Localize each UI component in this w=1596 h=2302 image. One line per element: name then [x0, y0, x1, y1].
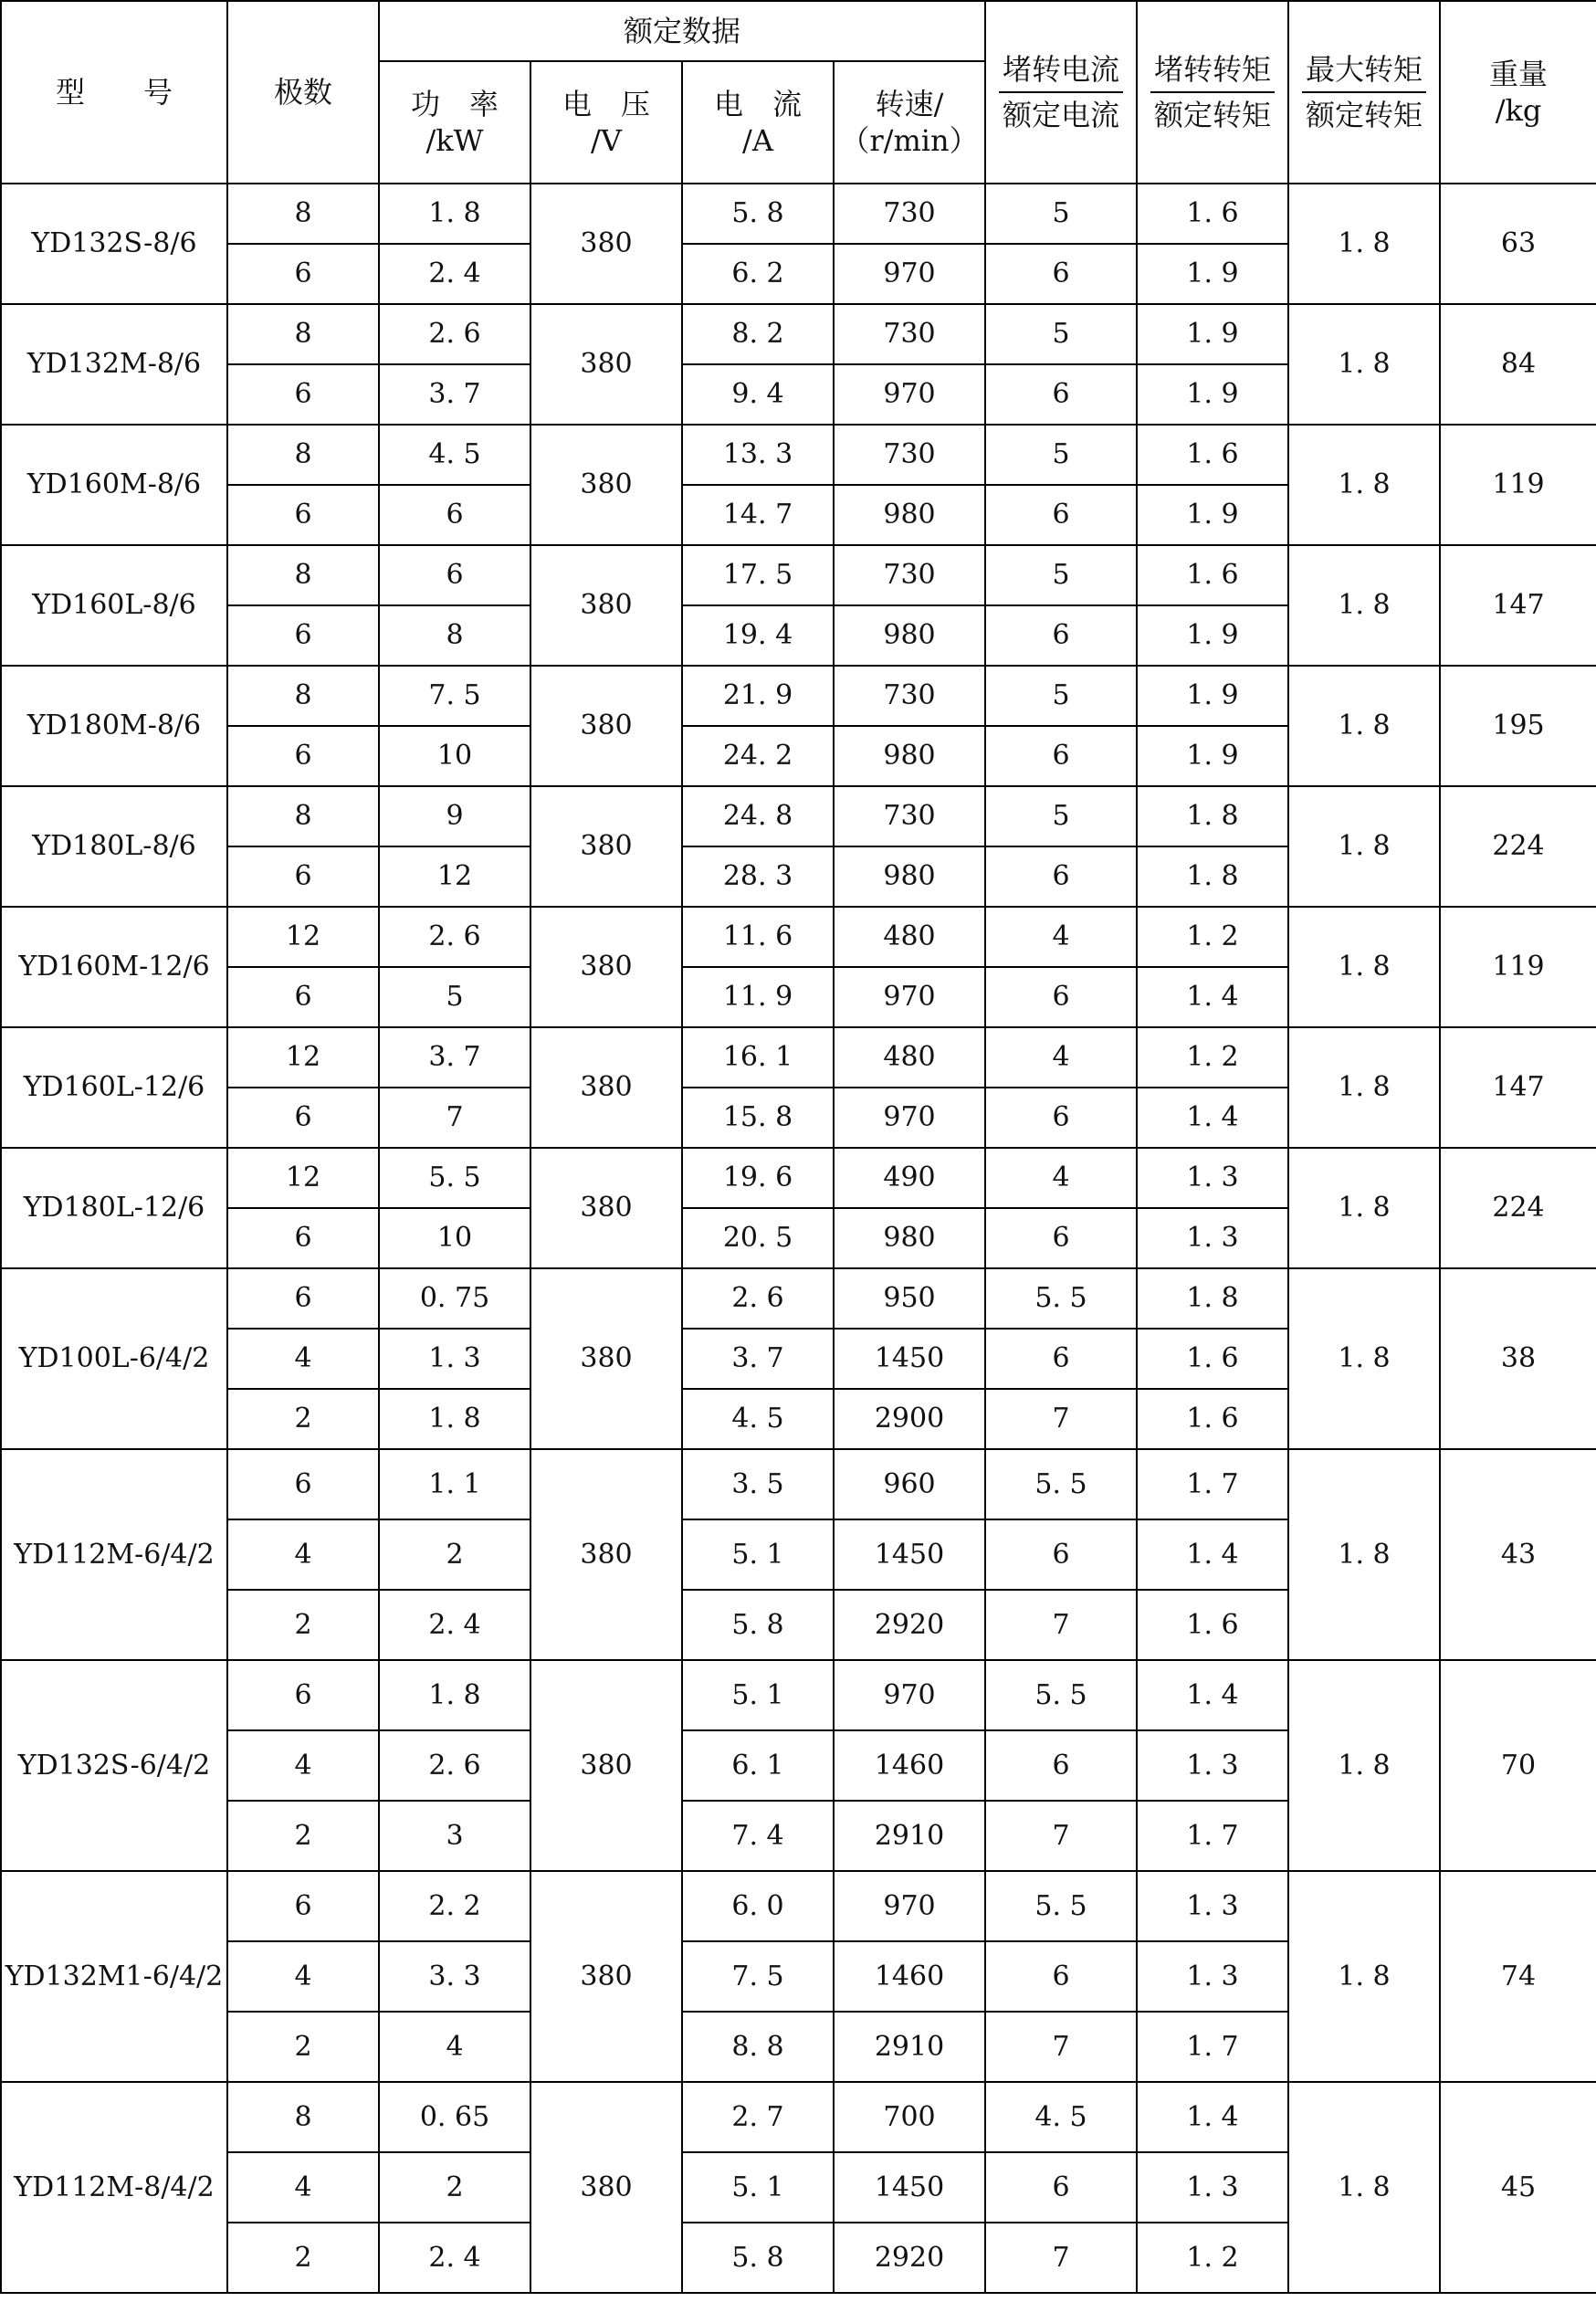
- cell-voltage: 380: [530, 1449, 682, 1660]
- stall-torque-denominator: 额定转矩: [1154, 98, 1272, 132]
- cell-model: YD112M-8/4/2: [1, 2082, 227, 2293]
- cell-weight: 195: [1440, 666, 1596, 786]
- cell-stall-torque: 1. 9: [1137, 364, 1288, 425]
- cell-power: 2. 6: [379, 304, 530, 364]
- header-weight: [1440, 1, 1596, 184]
- cell-current: 16. 1: [682, 1027, 834, 1088]
- cell-max-torque: 1. 8: [1288, 304, 1440, 425]
- cell-stall-current: 6: [985, 605, 1137, 666]
- header-current: [682, 61, 834, 184]
- cell-max-torque: 1. 8: [1288, 1660, 1440, 1871]
- header-stall-torque-ratio: [1137, 1, 1288, 184]
- cell-poles: 8: [227, 786, 379, 846]
- cell-poles: 8: [227, 425, 379, 485]
- cell-speed: 1450: [834, 1329, 985, 1389]
- cell-speed: 980: [834, 1208, 985, 1268]
- cell-stall-current: 7: [985, 1801, 1137, 1871]
- cell-speed: 1450: [834, 1519, 985, 1590]
- cell-speed: 730: [834, 666, 985, 726]
- weight-label: 重量: [1489, 57, 1549, 91]
- cell-stall-current: 5. 5: [985, 1268, 1137, 1329]
- cell-poles: 4: [227, 1519, 379, 1590]
- cell-stall-current: 6: [985, 364, 1137, 425]
- cell-power: 5. 5: [379, 1148, 530, 1208]
- cell-poles: 6: [227, 1268, 379, 1329]
- cell-current: 2. 7: [682, 2082, 834, 2152]
- cell-weight: 119: [1440, 425, 1596, 545]
- cell-current: 11. 6: [682, 907, 834, 967]
- cell-stall-torque: 1. 9: [1137, 726, 1288, 786]
- cell-max-torque: 1. 8: [1288, 425, 1440, 545]
- table-row: [1, 545, 1596, 605]
- cell-model: YD132M1-6/4/2: [1, 1871, 227, 2082]
- cell-stall-torque: 1. 2: [1137, 907, 1288, 967]
- cell-weight: 119: [1440, 907, 1596, 1027]
- stall-current-denominator: 额定电流: [1003, 98, 1120, 132]
- cell-stall-current: 7: [985, 2012, 1137, 2082]
- cell-current: 9. 4: [682, 364, 834, 425]
- cell-stall-current: 5: [985, 786, 1137, 846]
- cell-stall-current: 7: [985, 1590, 1137, 1660]
- cell-model: YD180M-8/6: [1, 666, 227, 786]
- cell-stall-current: 6: [985, 1329, 1137, 1389]
- cell-stall-torque: 1. 3: [1137, 1941, 1288, 2012]
- cell-poles: 8: [227, 304, 379, 364]
- cell-speed: 730: [834, 545, 985, 605]
- cell-stall-torque: 1. 7: [1137, 2012, 1288, 2082]
- table-row: [1, 907, 1596, 967]
- header-speed: [834, 61, 985, 184]
- cell-stall-torque: 1. 9: [1137, 304, 1288, 364]
- cell-stall-current: 6: [985, 1088, 1137, 1148]
- cell-stall-current: 6: [985, 1730, 1137, 1801]
- cell-weight: 224: [1440, 786, 1596, 907]
- table-row: [1, 666, 1596, 726]
- cell-power: 1. 3: [379, 1329, 530, 1389]
- cell-stall-torque: 1. 7: [1137, 1449, 1288, 1519]
- cell-speed: 970: [834, 1660, 985, 1730]
- cell-speed: 970: [834, 967, 985, 1027]
- cell-power: 6: [379, 545, 530, 605]
- cell-stall-torque: 1. 4: [1137, 1660, 1288, 1730]
- cell-poles: 6: [227, 244, 379, 304]
- cell-poles: 2: [227, 2012, 379, 2082]
- cell-stall-current: 6: [985, 485, 1137, 545]
- cell-speed: 700: [834, 2082, 985, 2152]
- cell-speed: 2900: [834, 1389, 985, 1449]
- cell-power: 1. 8: [379, 1389, 530, 1449]
- cell-current: 4. 5: [682, 1389, 834, 1449]
- cell-voltage: 380: [530, 1660, 682, 1871]
- cell-power: 5: [379, 967, 530, 1027]
- cell-max-torque: 1. 8: [1288, 1871, 1440, 2082]
- cell-stall-torque: 1. 7: [1137, 1801, 1288, 1871]
- cell-current: 5. 8: [682, 2223, 834, 2293]
- cell-power: 2. 4: [379, 1590, 530, 1660]
- cell-stall-torque: 1. 4: [1137, 1088, 1288, 1148]
- table-row: [1, 184, 1596, 244]
- cell-current: 2. 6: [682, 1268, 834, 1329]
- cell-stall-torque: 1. 6: [1137, 1389, 1288, 1449]
- cell-power: 1. 8: [379, 184, 530, 244]
- cell-current: 20. 5: [682, 1208, 834, 1268]
- header-model: 型 号: [1, 1, 227, 184]
- cell-power: 2. 2: [379, 1871, 530, 1941]
- cell-speed: 950: [834, 1268, 985, 1329]
- cell-poles: 12: [227, 1148, 379, 1208]
- cell-stall-current: 6: [985, 846, 1137, 907]
- cell-stall-torque: 1. 9: [1137, 666, 1288, 726]
- cell-weight: 147: [1440, 1027, 1596, 1148]
- cell-voltage: 380: [530, 666, 682, 786]
- cell-stall-current: 6: [985, 1941, 1137, 2012]
- cell-power: 2: [379, 1519, 530, 1590]
- cell-speed: 1460: [834, 1941, 985, 2012]
- weight-unit: /kg: [1495, 93, 1542, 128]
- table-row: [1, 786, 1596, 846]
- cell-power: 3. 7: [379, 364, 530, 425]
- cell-model: YD180L-8/6: [1, 786, 227, 907]
- cell-max-torque: 1. 8: [1288, 1268, 1440, 1449]
- cell-stall-current: 4: [985, 1027, 1137, 1088]
- cell-poles: 2: [227, 1590, 379, 1660]
- voltage-label: 电 压: [562, 87, 650, 121]
- stall-current-numerator: 堵转电流: [999, 51, 1123, 93]
- cell-speed: 1450: [834, 2152, 985, 2223]
- cell-voltage: 380: [530, 1148, 682, 1268]
- cell-current: 14. 7: [682, 485, 834, 545]
- cell-current: 24. 8: [682, 786, 834, 846]
- cell-poles: 6: [227, 726, 379, 786]
- cell-speed: 980: [834, 485, 985, 545]
- cell-stall-torque: 1. 3: [1137, 1148, 1288, 1208]
- current-unit: /A: [742, 123, 773, 158]
- cell-voltage: 380: [530, 304, 682, 425]
- cell-voltage: 380: [530, 786, 682, 907]
- cell-current: 24. 2: [682, 726, 834, 786]
- cell-stall-torque: 1. 4: [1137, 1519, 1288, 1590]
- cell-poles: 12: [227, 1027, 379, 1088]
- cell-speed: 980: [834, 605, 985, 666]
- cell-voltage: 380: [530, 184, 682, 304]
- cell-stall-current: 4. 5: [985, 2082, 1137, 2152]
- stall-torque-numerator: 堵转转矩: [1150, 51, 1275, 93]
- cell-current: 19. 6: [682, 1148, 834, 1208]
- cell-poles: 6: [227, 364, 379, 425]
- cell-speed: 1460: [834, 1730, 985, 1801]
- cell-poles: 4: [227, 1941, 379, 2012]
- cell-power: 4. 5: [379, 425, 530, 485]
- cell-speed: 480: [834, 1027, 985, 1088]
- cell-stall-current: 5: [985, 425, 1137, 485]
- header-rated-data: 额定数据: [379, 1, 985, 61]
- cell-current: 8. 2: [682, 304, 834, 364]
- cell-stall-current: 4: [985, 907, 1137, 967]
- cell-current: 7. 4: [682, 1801, 834, 1871]
- cell-speed: 2920: [834, 2223, 985, 2293]
- cell-stall-torque: 1. 8: [1137, 786, 1288, 846]
- cell-weight: 38: [1440, 1268, 1596, 1449]
- cell-model: YD132S-6/4/2: [1, 1660, 227, 1871]
- cell-power: 8: [379, 605, 530, 666]
- cell-stall-current: 6: [985, 726, 1137, 786]
- cell-speed: 970: [834, 1088, 985, 1148]
- cell-poles: 2: [227, 1801, 379, 1871]
- cell-poles: 6: [227, 1660, 379, 1730]
- cell-power: 2. 6: [379, 907, 530, 967]
- cell-current: 6. 1: [682, 1730, 834, 1801]
- header-poles: 极数: [227, 1, 379, 184]
- cell-poles: 6: [227, 1088, 379, 1148]
- cell-poles: 2: [227, 1389, 379, 1449]
- cell-model: YD100L-6/4/2: [1, 1268, 227, 1449]
- cell-power: 7: [379, 1088, 530, 1148]
- cell-speed: 2910: [834, 1801, 985, 1871]
- table-row: [1, 425, 1596, 485]
- cell-stall-torque: 1. 9: [1137, 485, 1288, 545]
- cell-poles: 6: [227, 967, 379, 1027]
- table-row: [1, 2082, 1596, 2152]
- cell-speed: 2920: [834, 1590, 985, 1660]
- cell-current: 5. 1: [682, 1519, 834, 1590]
- cell-poles: 4: [227, 1329, 379, 1389]
- cell-max-torque: 1. 8: [1288, 907, 1440, 1027]
- cell-model: YD160M-12/6: [1, 907, 227, 1027]
- cell-poles: 12: [227, 907, 379, 967]
- power-label: 功 率: [410, 87, 499, 121]
- speed-label: 转速/: [875, 87, 944, 121]
- table-row: [1, 1871, 1596, 1941]
- cell-stall-current: 5: [985, 545, 1137, 605]
- cell-max-torque: 1. 8: [1288, 2082, 1440, 2293]
- power-unit: /kW: [425, 123, 484, 158]
- cell-speed: 980: [834, 846, 985, 907]
- cell-power: 10: [379, 1208, 530, 1268]
- header-stall-current-ratio: [985, 1, 1137, 184]
- cell-poles: 8: [227, 666, 379, 726]
- cell-poles: 4: [227, 2152, 379, 2223]
- cell-power: 1. 1: [379, 1449, 530, 1519]
- cell-stall-torque: 1. 3: [1137, 2152, 1288, 2223]
- cell-stall-torque: 1. 6: [1137, 545, 1288, 605]
- cell-current: 13. 3: [682, 425, 834, 485]
- cell-stall-torque: 1. 4: [1137, 2082, 1288, 2152]
- cell-model: YD112M-6/4/2: [1, 1449, 227, 1660]
- cell-poles: 6: [227, 605, 379, 666]
- cell-stall-current: 5: [985, 304, 1137, 364]
- table-body: [1, 184, 1596, 2293]
- cell-speed: 730: [834, 425, 985, 485]
- cell-model: YD160L-8/6: [1, 545, 227, 666]
- cell-power: 3: [379, 1801, 530, 1871]
- cell-weight: 43: [1440, 1449, 1596, 1660]
- cell-stall-torque: 1. 6: [1137, 1329, 1288, 1389]
- cell-stall-current: 7: [985, 1389, 1137, 1449]
- cell-model: YD180L-12/6: [1, 1148, 227, 1268]
- cell-power: 3. 3: [379, 1941, 530, 2012]
- cell-speed: 2910: [834, 2012, 985, 2082]
- cell-power: 7. 5: [379, 666, 530, 726]
- table-row: [1, 1449, 1596, 1519]
- cell-voltage: 380: [530, 425, 682, 545]
- cell-stall-torque: 1. 8: [1137, 1268, 1288, 1329]
- cell-power: 12: [379, 846, 530, 907]
- voltage-unit: /V: [591, 123, 622, 158]
- cell-stall-current: 6: [985, 2152, 1137, 2223]
- header-voltage: [530, 61, 682, 184]
- cell-power: 0. 65: [379, 2082, 530, 2152]
- cell-current: 5. 1: [682, 1660, 834, 1730]
- cell-voltage: 380: [530, 1027, 682, 1148]
- table-row: [1, 1148, 1596, 1208]
- cell-stall-current: 6: [985, 1208, 1137, 1268]
- cell-current: 5. 8: [682, 1590, 834, 1660]
- cell-current: 21. 9: [682, 666, 834, 726]
- cell-current: 19. 4: [682, 605, 834, 666]
- cell-current: 17. 5: [682, 545, 834, 605]
- cell-stall-torque: 1. 9: [1137, 605, 1288, 666]
- cell-model: YD160L-12/6: [1, 1027, 227, 1148]
- cell-power: 6: [379, 485, 530, 545]
- cell-current: 6. 2: [682, 244, 834, 304]
- cell-speed: 480: [834, 907, 985, 967]
- cell-weight: 147: [1440, 545, 1596, 666]
- cell-max-torque: 1. 8: [1288, 1148, 1440, 1268]
- cell-poles: 8: [227, 545, 379, 605]
- cell-power: 9: [379, 786, 530, 846]
- cell-stall-torque: 1. 3: [1137, 1730, 1288, 1801]
- cell-stall-torque: 1. 4: [1137, 967, 1288, 1027]
- cell-speed: 730: [834, 184, 985, 244]
- cell-stall-current: 5. 5: [985, 1660, 1137, 1730]
- cell-current: 5. 8: [682, 184, 834, 244]
- cell-weight: 224: [1440, 1148, 1596, 1268]
- table-row: [1, 1027, 1596, 1088]
- cell-poles: 6: [227, 1871, 379, 1941]
- cell-stall-torque: 1. 8: [1137, 846, 1288, 907]
- cell-current: 15. 8: [682, 1088, 834, 1148]
- speed-unit: （r/min）: [840, 123, 979, 158]
- cell-current: 11. 9: [682, 967, 834, 1027]
- cell-speed: 970: [834, 244, 985, 304]
- cell-speed: 490: [834, 1148, 985, 1208]
- current-label: 电 流: [713, 87, 802, 121]
- cell-current: 5. 1: [682, 2152, 834, 2223]
- cell-stall-torque: 1. 6: [1137, 1590, 1288, 1660]
- cell-speed: 960: [834, 1449, 985, 1519]
- cell-speed: 970: [834, 1871, 985, 1941]
- max-torque-denominator: 额定转矩: [1306, 98, 1423, 132]
- cell-stall-current: 4: [985, 1148, 1137, 1208]
- cell-model: YD132M-8/6: [1, 304, 227, 425]
- cell-stall-current: 5. 5: [985, 1871, 1137, 1941]
- cell-speed: 730: [834, 304, 985, 364]
- cell-stall-current: 6: [985, 1519, 1137, 1590]
- cell-max-torque: 1. 8: [1288, 1027, 1440, 1148]
- cell-max-torque: 1. 8: [1288, 666, 1440, 786]
- cell-model: YD160M-8/6: [1, 425, 227, 545]
- cell-voltage: 380: [530, 545, 682, 666]
- cell-stall-torque: 1. 2: [1137, 2223, 1288, 2293]
- cell-stall-current: 5: [985, 184, 1137, 244]
- max-torque-numerator: 最大转矩: [1302, 51, 1426, 93]
- cell-power: 2. 4: [379, 2223, 530, 2293]
- cell-power: 10: [379, 726, 530, 786]
- cell-voltage: 380: [530, 2082, 682, 2293]
- cell-stall-current: 7: [985, 2223, 1137, 2293]
- cell-power: 2: [379, 2152, 530, 2223]
- cell-power: 3. 7: [379, 1027, 530, 1088]
- cell-max-torque: 1. 8: [1288, 1449, 1440, 1660]
- cell-current: 6. 0: [682, 1871, 834, 1941]
- cell-current: 7. 5: [682, 1941, 834, 2012]
- cell-stall-current: 6: [985, 967, 1137, 1027]
- cell-poles: 2: [227, 2223, 379, 2293]
- cell-weight: 70: [1440, 1660, 1596, 1871]
- cell-poles: 6: [227, 846, 379, 907]
- cell-current: 28. 3: [682, 846, 834, 907]
- cell-power: 1. 8: [379, 1660, 530, 1730]
- cell-stall-torque: 1. 3: [1137, 1208, 1288, 1268]
- cell-poles: 4: [227, 1730, 379, 1801]
- cell-poles: 8: [227, 184, 379, 244]
- cell-voltage: 380: [530, 1871, 682, 2082]
- cell-weight: 74: [1440, 1871, 1596, 2082]
- cell-speed: 730: [834, 786, 985, 846]
- cell-stall-torque: 1. 9: [1137, 244, 1288, 304]
- table-row: [1, 304, 1596, 364]
- header-max-torque-ratio: [1288, 1, 1440, 184]
- cell-voltage: 380: [530, 907, 682, 1027]
- cell-current: 3. 5: [682, 1449, 834, 1519]
- cell-current: 8. 8: [682, 2012, 834, 2082]
- header-power: [379, 61, 530, 184]
- cell-speed: 970: [834, 364, 985, 425]
- cell-voltage: 380: [530, 1268, 682, 1449]
- cell-weight: 45: [1440, 2082, 1596, 2293]
- cell-poles: 8: [227, 2082, 379, 2152]
- cell-max-torque: 1. 8: [1288, 184, 1440, 304]
- table-row: [1, 1660, 1596, 1730]
- cell-stall-torque: 1. 2: [1137, 1027, 1288, 1088]
- cell-current: 3. 7: [682, 1329, 834, 1389]
- cell-poles: 6: [227, 1208, 379, 1268]
- table-row: [1, 1268, 1596, 1329]
- cell-power: 0. 75: [379, 1268, 530, 1329]
- cell-stall-current: 6: [985, 244, 1137, 304]
- cell-stall-torque: 1. 6: [1137, 425, 1288, 485]
- cell-poles: 6: [227, 1449, 379, 1519]
- cell-weight: 84: [1440, 304, 1596, 425]
- cell-poles: 6: [227, 485, 379, 545]
- cell-stall-current: 5. 5: [985, 1449, 1137, 1519]
- cell-stall-current: 5: [985, 666, 1137, 726]
- cell-max-torque: 1. 8: [1288, 786, 1440, 907]
- cell-stall-torque: 1. 3: [1137, 1871, 1288, 1941]
- cell-power: 4: [379, 2012, 530, 2082]
- cell-speed: 980: [834, 726, 985, 786]
- cell-power: 2. 4: [379, 244, 530, 304]
- cell-weight: 63: [1440, 184, 1596, 304]
- cell-model: YD132S-8/6: [1, 184, 227, 304]
- cell-stall-torque: 1. 6: [1137, 184, 1288, 244]
- cell-power: 2. 6: [379, 1730, 530, 1801]
- cell-max-torque: 1. 8: [1288, 545, 1440, 666]
